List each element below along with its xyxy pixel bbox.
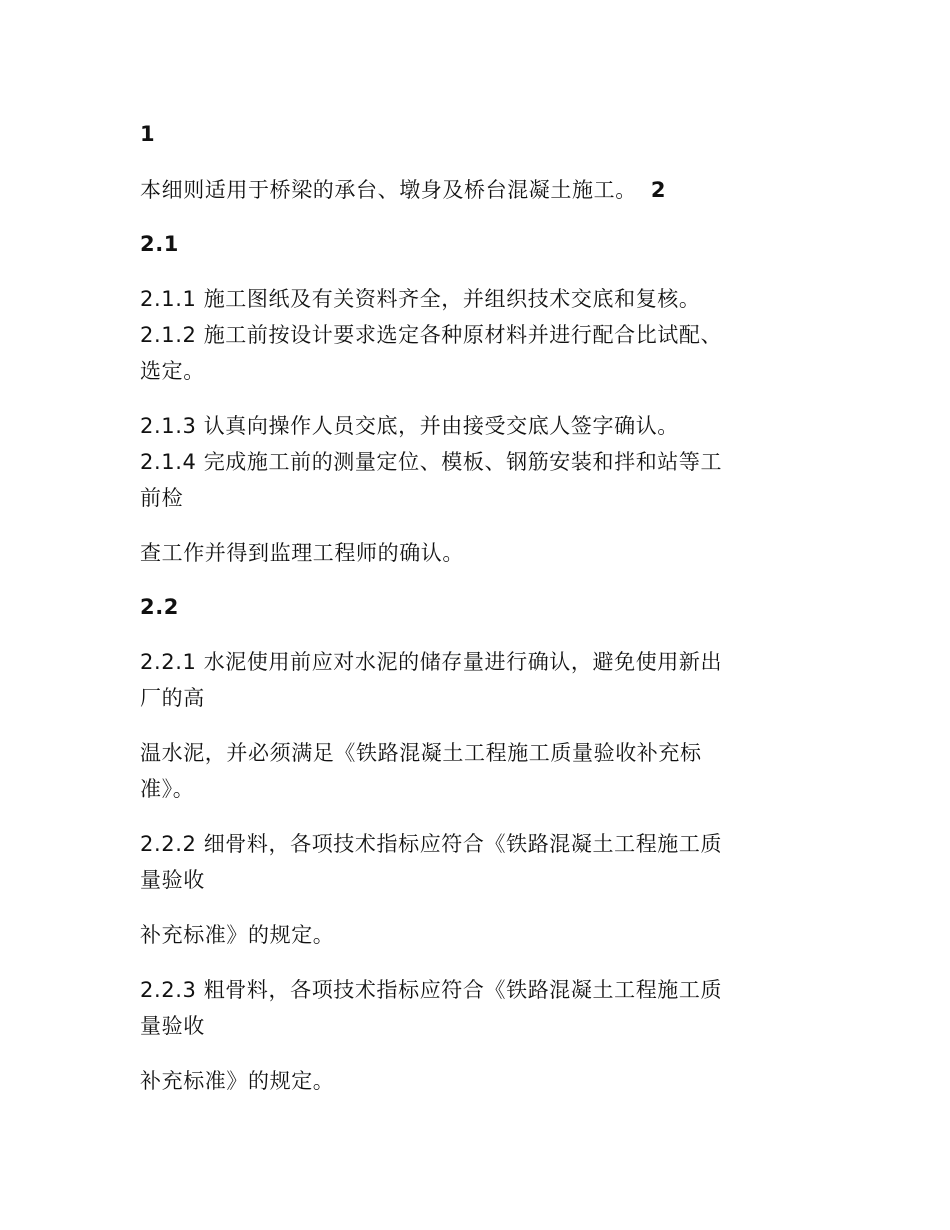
item-2-1-4-line-1: 2.1.4 完成施工前的测量定位、模板、钢筋安装和拌和站等工 [140, 450, 723, 474]
item-2-2-3-line-3: 补充标准》的规定。 [140, 1069, 335, 1093]
item-2-2-3-line-2: 量验收 [140, 1014, 205, 1038]
heading-2-1: 2.1 [140, 232, 180, 256]
item-2-1-2-line-2: 选定。 [140, 359, 205, 383]
item-2-1-4-line-3: 查工作并得到监理工程师的确认。 [140, 541, 464, 565]
heading-2-2: 2.2 [140, 595, 180, 619]
item-2-2-2-line-3: 补充标准》的规定。 [140, 923, 335, 947]
item-2-2-1-line-3: 温水泥，并必须满足《铁路混凝土工程施工质量验收补充标 [140, 741, 702, 765]
heading-1: 1 [140, 122, 156, 146]
item-2-2-1-line-4: 准》。 [140, 777, 195, 801]
item-2-2-1-line-2: 厂的高 [140, 686, 205, 710]
item-2-2-1-line-1: 2.2.1 水泥使用前应对水泥的储存量进行确认，避免使用新出 [140, 650, 723, 674]
scope-text: 本细则适用于桥梁的承台、墩身及桥台混凝土施工。 [140, 178, 637, 202]
heading-2: 2 [650, 178, 667, 202]
item-2-2-2-line-1: 2.2.2 细骨料，各项技术指标应符合《铁路混凝土工程施工质 [140, 832, 723, 856]
item-2-2-2-line-2: 量验收 [140, 868, 205, 892]
item-2-1-3: 2.1.3 认真向操作人员交底，并由接受交底人签字确认。 [140, 414, 679, 438]
item-2-2-3-line-1: 2.2.3 粗骨料，各项技术指标应符合《铁路混凝土工程施工质 [140, 978, 723, 1002]
item-2-1-1: 2.1.1 施工图纸及有关资料齐全，并组织技术交底和复核。 [140, 287, 701, 311]
item-2-1-2-line-1: 2.1.2 施工前按设计要求选定各种原材料并进行配合比试配、 [140, 323, 723, 347]
scope-paragraph [140, 172, 666, 208]
item-2-1-4-line-2: 前检 [140, 486, 184, 510]
